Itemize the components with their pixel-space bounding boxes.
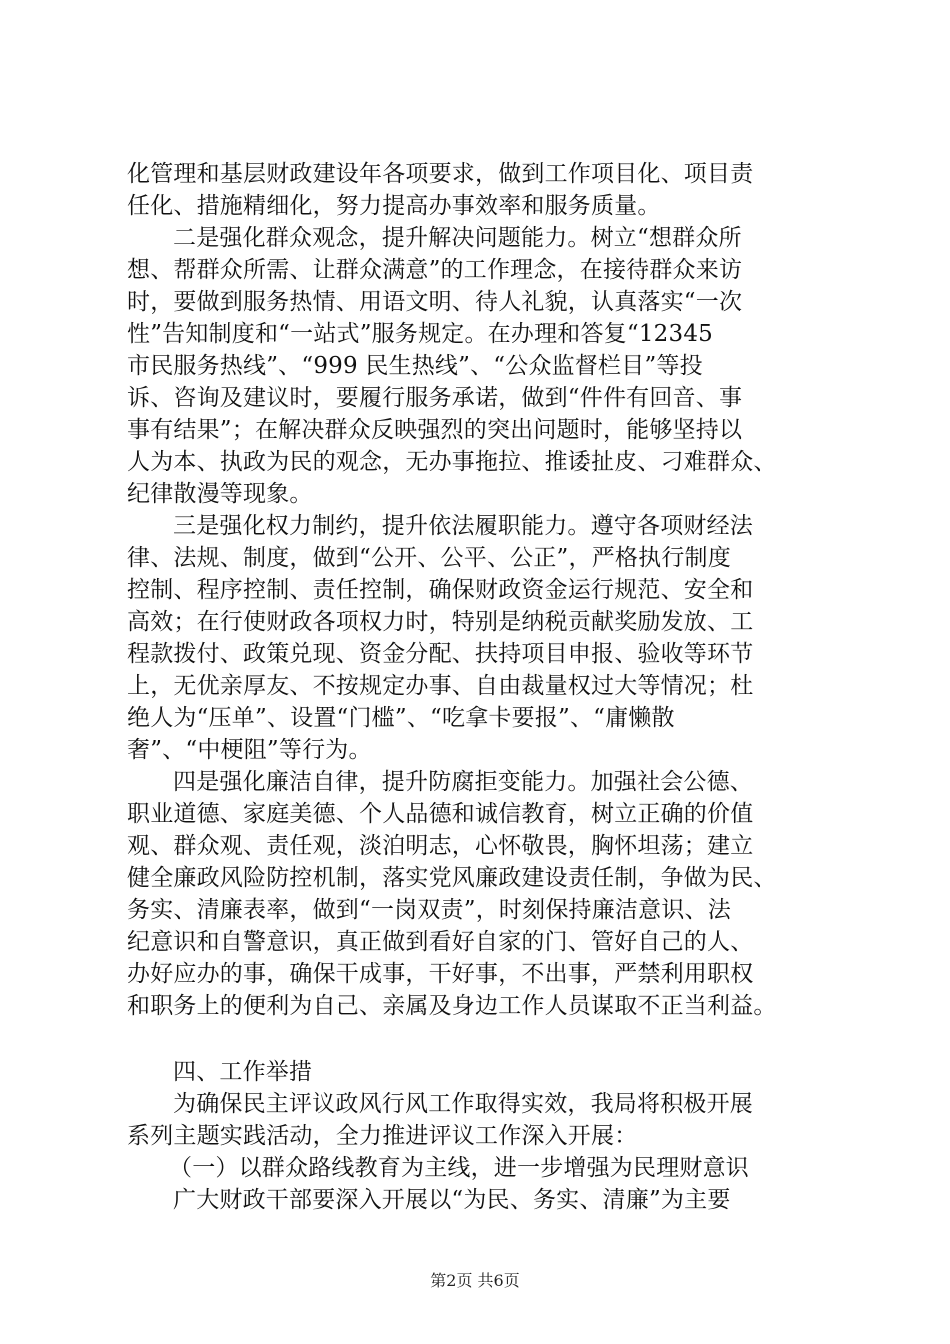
paragraph-start-line: 三是强化权力制约，提升依法履职能力。遵守各项财经法 <box>173 513 753 539</box>
text-line: 诉、咨询及建议时，要履行服务承诺，做到“件件有回音、事 <box>127 385 743 411</box>
paragraph-start-line: 二是强化群众观念，提升解决问题能力。树立“想群众所 <box>173 225 742 251</box>
text-line: 健全廉政风险防控机制，落实党风廉政建设责任制，争做为民、 <box>127 865 777 891</box>
paragraph-start-line: 广大财政干部要深入开展以“为民、务实、清廉”为主要 <box>173 1187 731 1213</box>
text-line: 上，无优亲厚友、不按规定办事、自由裁量权过大等情况；杜 <box>127 673 754 699</box>
text-line: 办好应办的事，确保干成事，干好事，不出事，严禁利用职权 <box>127 961 754 987</box>
text-line: 时，要做到服务热情、用语文明、待人礼貌，认真落实“一次 <box>127 289 743 315</box>
text-line: 和职务上的便利为自己、亲属及身边工作人员谋取不正当利益。 <box>127 993 777 1019</box>
text-line: 化管理和基层财政建设年各项要求，做到工作项目化、项目责 <box>127 161 754 187</box>
text-line: 律、法规、制度，做到“公开、公平、公正”，严格执行制度 <box>127 545 731 571</box>
text-line: 程款拨付、政策兑现、资金分配、扶持项目申报、验收等环节 <box>127 641 754 667</box>
text-line: 任化、措施精细化，努力提高办事效率和服务质量。 <box>127 193 661 219</box>
text-line: 性”告知制度和“一站式”服务规定。在办理和答复“12345 <box>127 321 713 347</box>
text-line: 观、群众观、责任观，淡泊明志，心怀敬畏，胸怀坦荡；建立 <box>127 833 754 859</box>
subsection-heading: （一）以群众路线教育为主线，进一步增强为民理财意识 <box>169 1155 749 1181</box>
text-line: 系列主题实践活动，全力推进评议工作深入开展： <box>127 1123 638 1149</box>
text-line: 高效；在行使财政各项权力时，特别是纳税贡献奖励发放、工 <box>127 609 754 635</box>
text-line: 市民服务热线”、“999 民生热线”、“公众监督栏目”等投 <box>127 353 703 379</box>
paragraph-start-line: 为确保民主评议政风行风工作取得实效，我局将积极开展 <box>173 1091 753 1117</box>
text-line: 纪律散漫等现象。 <box>127 481 313 507</box>
text-line: 奢”、“中梗阻”等行为。 <box>127 737 372 763</box>
text-line: 职业道德、家庭美德、个人品德和诚信教育，树立正确的价值 <box>127 801 754 827</box>
text-line: 绝人为“压单”、设置“门槛”、“吃拿卡要报”、“庸懒散 <box>127 705 675 731</box>
text-line: 控制、程序控制、责任控制，确保财政资金运行规范、安全和 <box>127 577 754 603</box>
section-heading: 四、工作举措 <box>173 1059 313 1085</box>
text-line: 纪意识和自警意识，真正做到看好自家的门、管好自己的人、 <box>127 929 754 955</box>
paragraph-gap <box>127 1022 832 1056</box>
text-line: 想、帮群众所需、让群众满意”的工作理念，在接待群众来访 <box>127 257 743 283</box>
document-body <box>127 158 832 1216</box>
text-line: 事有结果”；在解决群众反映强烈的突出问题时，能够坚持以 <box>127 417 743 443</box>
page-number-footer: 第2页 共6页 <box>430 1271 520 1290</box>
text-line: 人为本、执政为民的观念，无办事拖拉、推诿扯皮、刁难群众、 <box>127 449 777 475</box>
text-line: 务实、清廉表率，做到“一岗双责”，时刻保持廉洁意识、法 <box>127 897 731 923</box>
paragraph-start-line: 四是强化廉洁自律，提升防腐拒变能力。加强社会公德、 <box>173 769 753 795</box>
